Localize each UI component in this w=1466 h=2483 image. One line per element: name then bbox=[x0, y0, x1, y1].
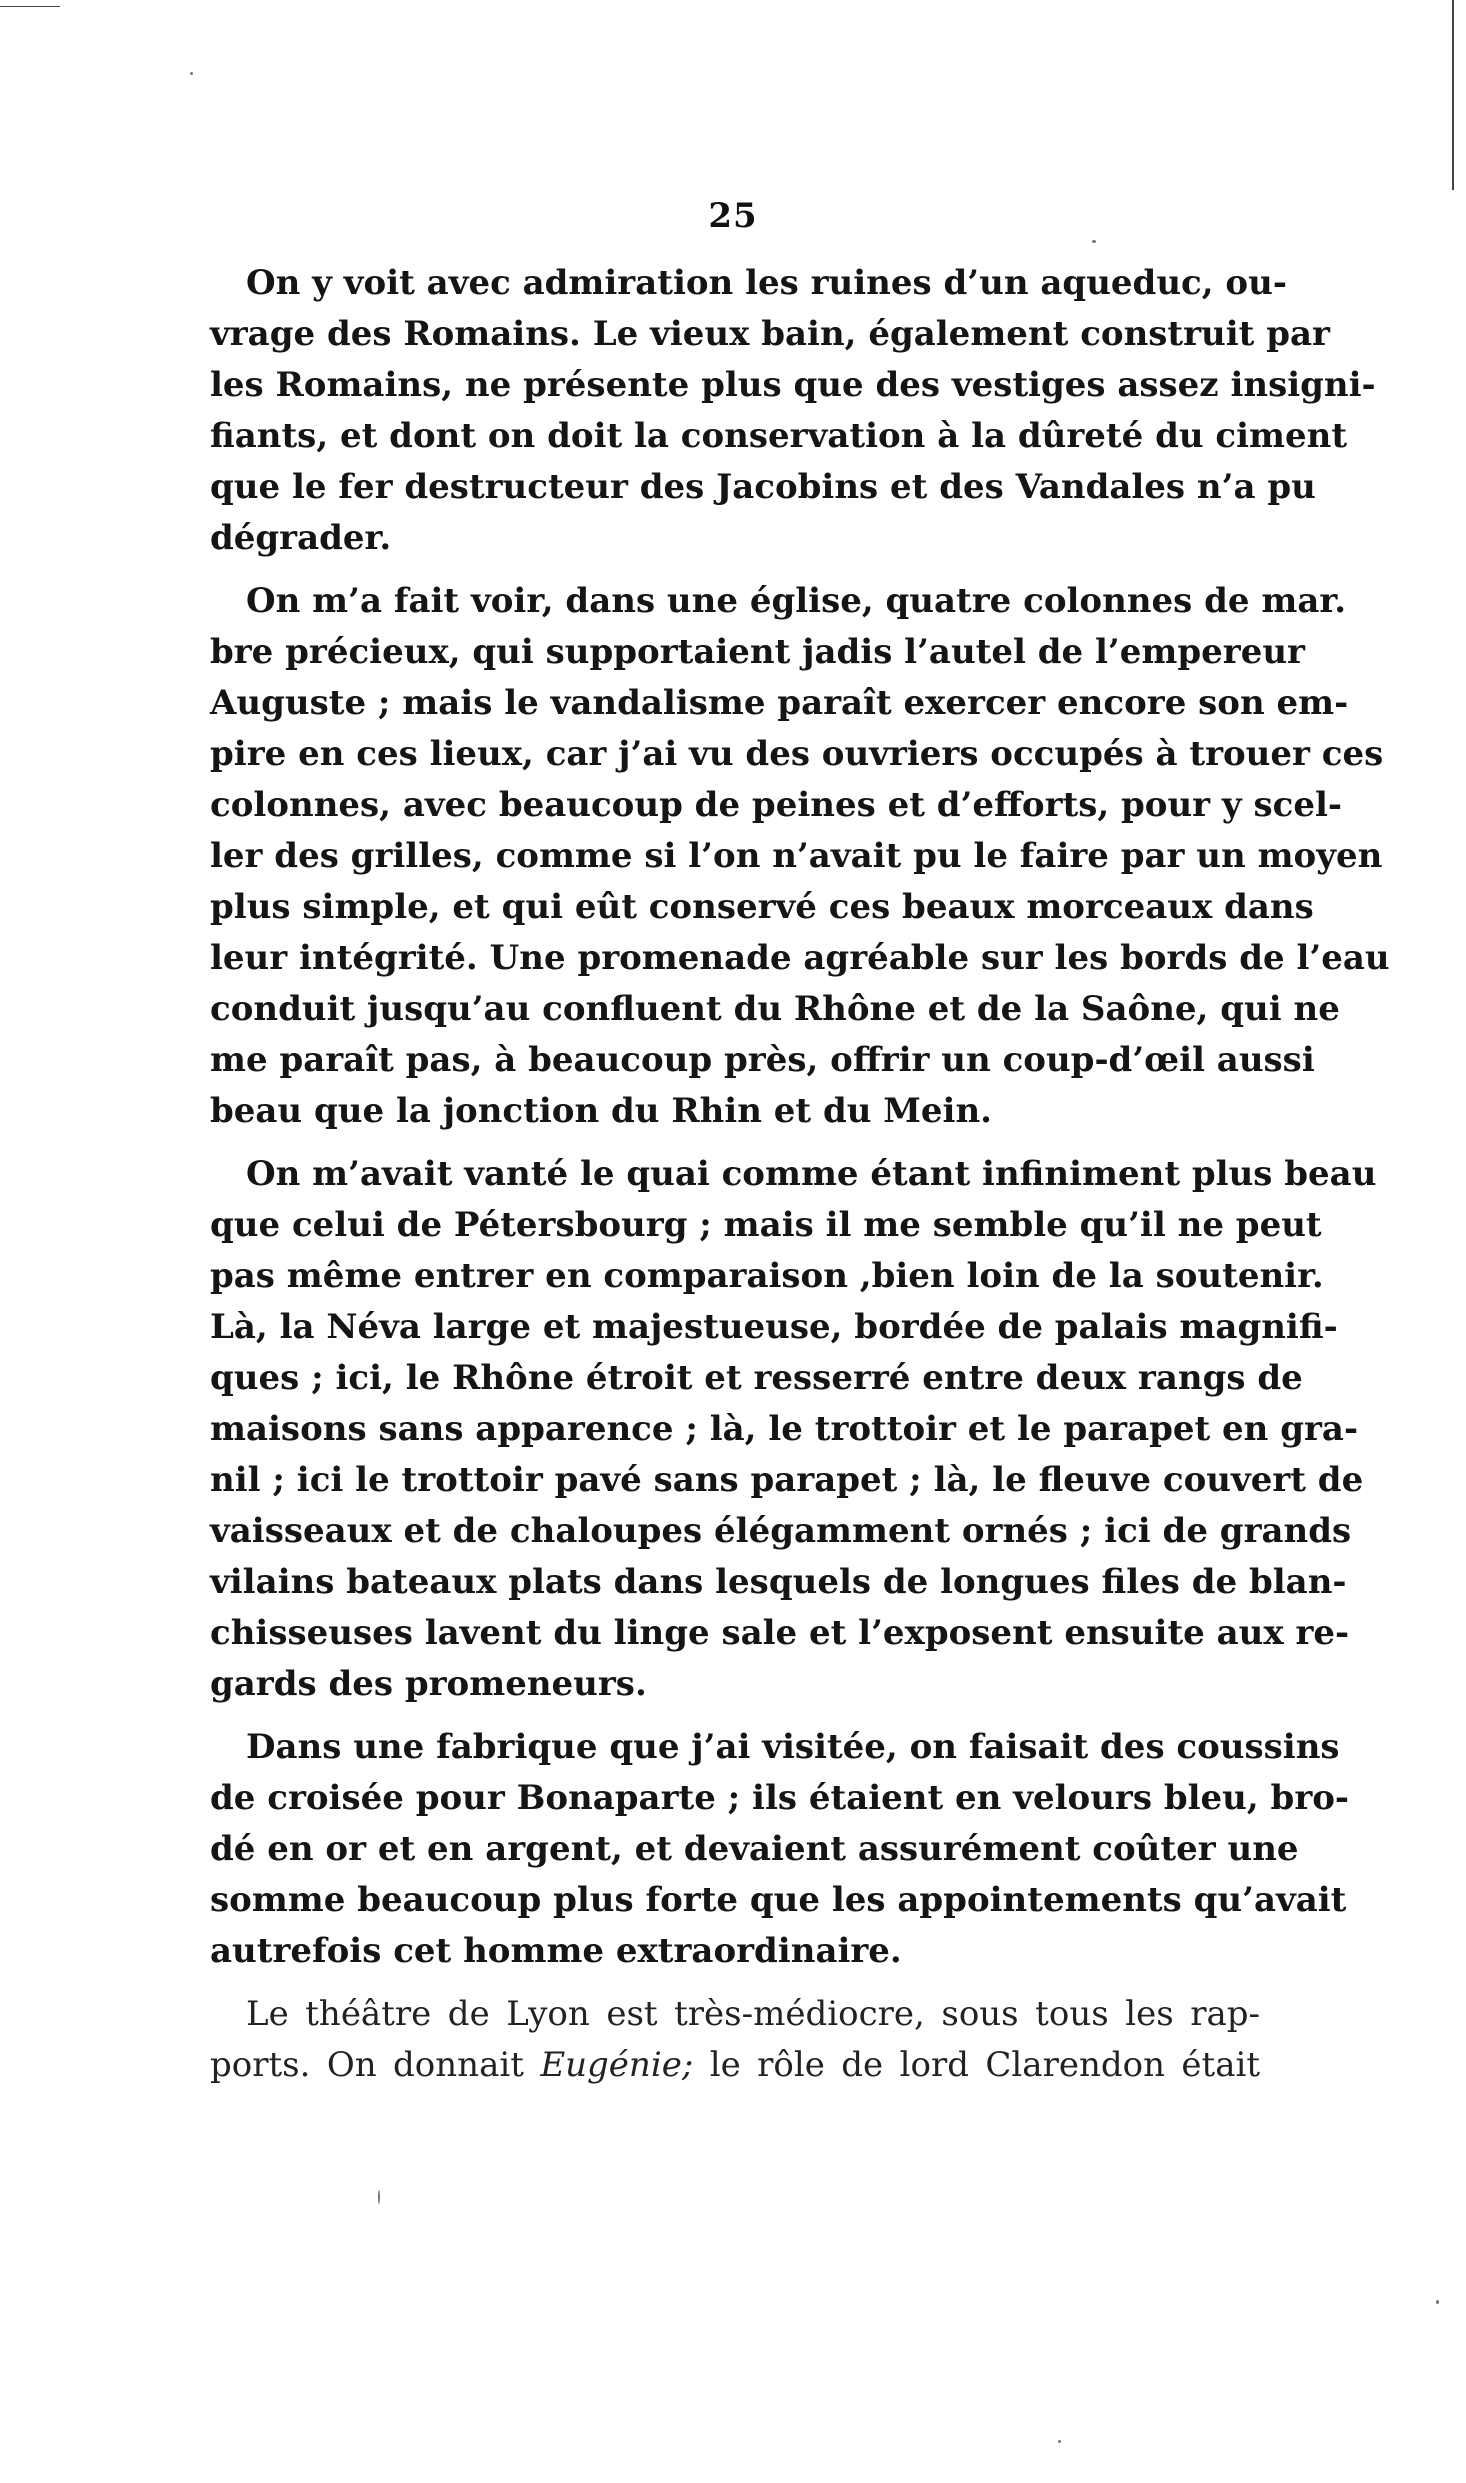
text-line: de croisée pour Bonaparte ; ils étaient en velours bleu, bro- bbox=[210, 1778, 1350, 1818]
paragraph bbox=[210, 1149, 1377, 1710]
text-line: les Romains, ne présente plus que des vestiges assez insigni- bbox=[210, 365, 1376, 405]
text-line: nil ; ici le trottoir pavé sans parapet ; là, le fleuve couvert de bbox=[210, 1460, 1364, 1500]
text-line: somme beaucoup plus forte que les appointements qu’avait bbox=[210, 1880, 1347, 1920]
play-title: Eugénie; bbox=[540, 2045, 694, 2085]
paragraph bbox=[210, 1722, 1350, 1977]
text-line: vilains bateaux plats dans lesquels de longues files de blan- bbox=[210, 1562, 1347, 1602]
text-line: leur intégrité. Une promenade agréable sur les bords de l’eau bbox=[210, 938, 1390, 978]
text-line: pas même entrer en comparaison ,bien loin de la soutenir. bbox=[210, 1256, 1324, 1296]
text-line: beau que la jonction du Rhin et du Mein. bbox=[210, 1091, 993, 1131]
page-number: 25 bbox=[708, 196, 758, 236]
scan-speck bbox=[1058, 2440, 1061, 2443]
scan-speck bbox=[1092, 240, 1096, 243]
text-line: Dans une fabrique que j’ai visitée, on faisait des coussins bbox=[246, 1727, 1340, 1767]
text-line: bre précieux, qui supportaient jadis l’autel de l’empereur bbox=[210, 632, 1305, 672]
text-line: On m’a fait voir, dans une église, quatre colonnes de mar. bbox=[246, 581, 1347, 621]
text-line: conduit jusqu’au confluent du Rhône et de la Saône, qui ne bbox=[210, 989, 1340, 1029]
scan-edge-mark bbox=[0, 6, 60, 7]
text-line: fiants, et dont on doit la conservation à la dûreté du ciment bbox=[210, 416, 1348, 456]
text-line: chisseuses lavent du linge sale et l’exposent ensuite aux re- bbox=[210, 1613, 1350, 1653]
text-line: vrage des Romains. Le vieux bain, également construit par bbox=[210, 314, 1330, 354]
text-line: plus simple, et qui eût conservé ces beaux morceaux dans bbox=[210, 887, 1314, 927]
text-line: que le fer destructeur des Jacobins et des Vandales n’a pu bbox=[210, 467, 1316, 507]
text-segment: ports. On donnait bbox=[210, 2045, 541, 2085]
scan-speck bbox=[1436, 2300, 1439, 2304]
text-line: gards des promeneurs. bbox=[210, 1664, 647, 1704]
text-line: Auguste ; mais le vandalisme paraît exercer encore son em- bbox=[210, 683, 1349, 723]
text-line: Le théâtre de Lyon est très-médiocre, sous tous les rap- bbox=[246, 1994, 1260, 2034]
text-line: colonnes, avec beaucoup de peines et d’efforts, pour y scel- bbox=[210, 785, 1343, 825]
scan-speck bbox=[190, 72, 193, 75]
body-text bbox=[210, 258, 1390, 2103]
text-line: me paraît pas, à beaucoup près, offrir un coup-d’œil aussi bbox=[210, 1040, 1315, 1080]
text-line: autrefois cet homme extraordinaire. bbox=[210, 1931, 902, 1971]
text-line: maisons sans apparence ; là, le trottoir et le parapet en gra- bbox=[210, 1409, 1359, 1449]
text-line: On y voit avec admiration les ruines d’un aqueduc, ou- bbox=[246, 263, 1287, 303]
text-line: que celui de Pétersbourg ; mais il me semble qu’il ne peut bbox=[210, 1205, 1322, 1245]
paragraph bbox=[210, 258, 1376, 564]
text-line: ler des grilles, comme si l’on n’avait pu le faire par un moyen bbox=[210, 836, 1383, 876]
text-segment: le rôle de lord Clarendon était bbox=[693, 2045, 1261, 2085]
text-line: On m’avait vanté le quai comme étant infiniment plus beau bbox=[246, 1154, 1377, 1194]
text-line: pire en ces lieux, car j’ai vu des ouvriers occupés à trouer ces bbox=[210, 734, 1384, 774]
text-line bbox=[210, 2040, 1260, 2091]
paragraph bbox=[210, 576, 1390, 1137]
paragraph bbox=[210, 1989, 1260, 2091]
scan-speck bbox=[378, 2190, 380, 2204]
text-line: vaisseaux et de chaloupes élégamment ornés ; ici de grands bbox=[210, 1511, 1352, 1551]
scan-edge-line bbox=[1452, 0, 1454, 190]
text-line: dégrader. bbox=[210, 518, 392, 558]
text-line: dé en or et en argent, et devaient assurément coûter une bbox=[210, 1829, 1299, 1869]
text-line: Là, la Néva large et majestueuse, bordée de palais magnifi- bbox=[210, 1307, 1338, 1347]
text-line: ques ; ici, le Rhône étroit et resserré entre deux rangs de bbox=[210, 1358, 1303, 1398]
